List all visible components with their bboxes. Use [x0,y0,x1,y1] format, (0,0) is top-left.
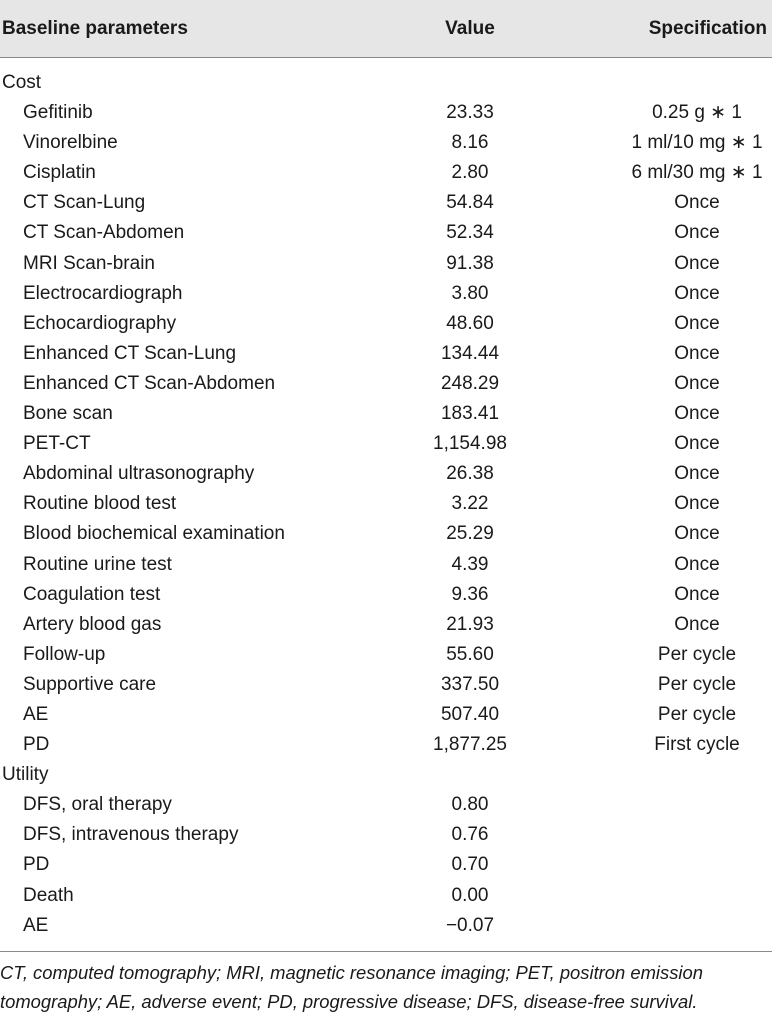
parameter-specification: Once [674,192,720,214]
parameter-name: Follow-up [23,643,106,665]
parameter-specification: Once [674,613,720,635]
table-row [0,188,772,218]
parameter-specification: 1 ml/10 mg ∗ 1 [631,132,763,154]
parameter-name: Blood biochemical examination [23,523,285,545]
table-row [0,339,772,369]
parameter-name: Gefitinib [23,102,93,124]
parameter-specification: Once [674,433,720,455]
parameter-specification: Once [674,252,720,274]
parameter-value: 183.41 [440,403,500,425]
parameter-specification: Once [674,463,720,485]
parameter-name: DFS, intravenous therapy [23,824,239,846]
parameter-specification: Once [674,553,720,575]
parameter-value: 26.38 [446,463,494,485]
header-baseline-parameters: Baseline parameters [2,18,188,39]
parameter-name: Routine blood test [23,493,177,515]
parameter-name: Bone scan [23,403,113,425]
header-rule [0,57,772,58]
section-label: Utility [2,764,49,786]
parameter-name: Coagulation test [23,583,161,605]
table-row [0,309,772,339]
parameter-value: 248.29 [440,372,500,394]
parameter-value: 23.33 [446,102,494,124]
table-row [0,700,772,730]
parameter-name: Echocardiography [23,312,177,334]
parameter-value: 0.00 [451,884,489,906]
table-row [0,218,772,248]
table-row [0,489,772,519]
header-value: Value [445,18,495,39]
parameter-name: Death [23,884,74,906]
parameter-name: Supportive care [23,673,157,695]
table-row [0,369,772,399]
parameter-value: 52.34 [446,222,494,244]
parameter-name: CT Scan-Lung [23,192,146,214]
parameter-value: 134.44 [440,342,500,364]
table-row [0,610,772,640]
table-row [0,249,772,279]
table-row [0,128,772,158]
table-body [0,68,772,941]
table-row [0,399,772,429]
parameter-name: DFS, oral therapy [23,794,172,816]
table-row [0,580,772,610]
parameter-specification: Per cycle [657,673,737,695]
parameter-value: 0.80 [451,794,489,816]
parameter-value: 3.22 [451,493,489,515]
parameter-specification: First cycle [654,734,740,756]
parameter-value: 8.16 [451,132,489,154]
bottom-rule [0,951,772,952]
parameter-specification: Once [674,523,720,545]
parameter-specification: Per cycle [657,703,737,725]
table-row [0,820,772,850]
table-row [0,670,772,700]
parameter-specification: Once [674,342,720,364]
parameter-name: Vinorelbine [23,132,118,154]
parameter-name: Abdominal ultrasonography [23,463,255,485]
parameter-name: Cisplatin [23,162,96,184]
parameter-name: AE [23,914,49,936]
header-specification: Specification [648,18,767,39]
parameter-value: 91.38 [446,252,494,274]
parameter-specification: Once [674,403,720,425]
parameter-value: 9.36 [451,583,489,605]
parameter-specification: 6 ml/30 mg ∗ 1 [631,162,763,184]
table-row [0,790,772,820]
section-label: Cost [2,72,42,93]
parameter-value: 55.60 [446,643,494,665]
parameter-specification: Once [674,583,720,605]
parameter-value: 25.29 [446,523,494,545]
table-row [0,881,772,911]
table-row [0,730,772,760]
parameter-value: 337.50 [440,673,500,695]
parameter-value: 1,877.25 [433,734,507,756]
table-row [0,98,772,128]
parameter-name: AE [23,703,49,725]
parameter-value: −0.07 [445,914,495,936]
table-row [0,640,772,670]
parameter-name: Artery blood gas [23,613,162,635]
table-row [0,279,772,309]
parameter-name: PD [23,734,50,756]
parameter-name: Enhanced CT Scan-Abdomen [23,372,276,394]
parameter-specification: 0.25 g ∗ 1 [652,102,742,124]
parameter-value: 2.80 [451,162,489,184]
parameter-value: 54.84 [446,192,494,214]
parameter-specification: Once [674,222,720,244]
table-row [0,158,772,188]
parameter-name: CT Scan-Abdomen [23,222,185,244]
table-row [0,459,772,489]
section-row [0,68,772,98]
parameter-value: 1,154.98 [433,433,507,455]
parameter-name: Routine urine test [23,553,172,575]
parameter-value: 3.80 [451,282,489,304]
parameter-name: MRI Scan-brain [23,252,155,274]
table-header [0,0,772,57]
parameter-specification: Once [674,372,720,394]
parameter-specification: Once [674,493,720,515]
parameter-name: PD [23,854,50,876]
table-row [0,911,772,941]
table-row [0,850,772,880]
section-row [0,760,772,790]
table-row [0,550,772,580]
table-row [0,429,772,459]
parameter-specification: Once [674,282,720,304]
parameter-name: PET-CT [23,433,91,455]
parameter-name: Enhanced CT Scan-Lung [23,342,237,364]
parameter-name: Electrocardiograph [23,282,183,304]
table-footnote: CT, computed tomography; MRI, magnetic resonance imaging; PET, positron emission tomography; AE, adverse event; PD, progressive disease; DFS, disease-free survival. [0,962,703,1012]
parameter-value: 0.76 [451,824,489,846]
parameter-specification: Per cycle [657,643,737,665]
parameter-value: 507.40 [440,703,500,725]
parameter-value: 21.93 [446,613,494,635]
parameter-value: 0.70 [451,854,489,876]
parameter-specification: Once [674,312,720,334]
parameter-value: 4.39 [451,553,489,575]
table-row [0,519,772,549]
parameter-value: 48.60 [446,312,494,334]
